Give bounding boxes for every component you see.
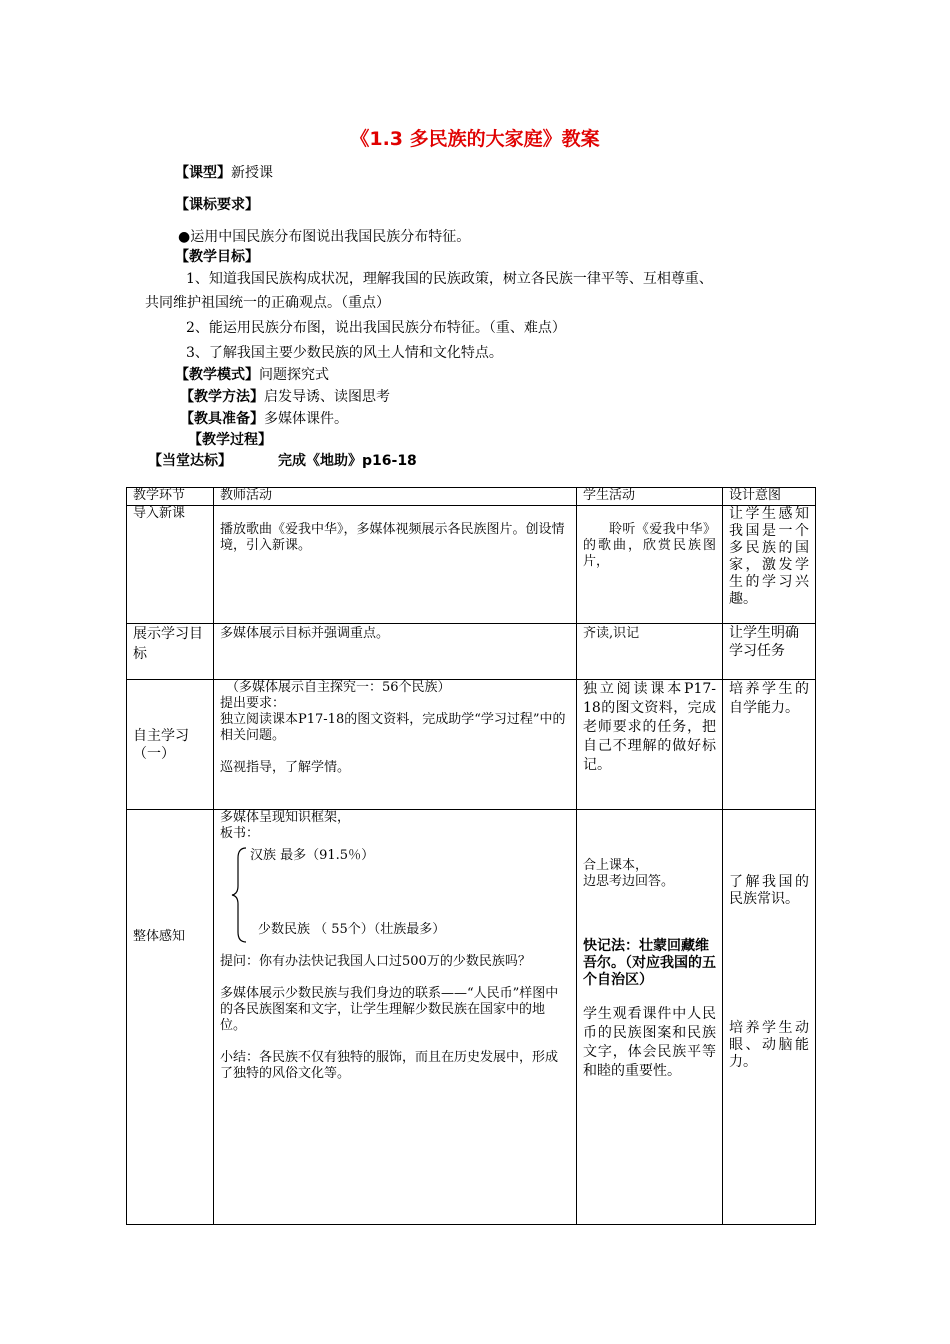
- student-line-4: 学生观看课件中人民币的民族图案和民族文字，体会民族平等和睦的重要性。: [583, 1006, 716, 1079]
- lesson-type-line: [175, 162, 273, 182]
- teacher-cell: 多媒体展示目标并强调重点。: [214, 624, 577, 680]
- lesson-type-value: 新授课: [231, 165, 273, 181]
- knowledge-framework: [220, 842, 570, 948]
- student-cell: [577, 506, 723, 624]
- teacher-cell: [214, 680, 577, 810]
- intent-cell: 让学生感知我国是一个多民族的国家，激发学生的学习兴趣。: [723, 506, 816, 624]
- mode-line: [175, 364, 329, 384]
- standard-item: ●运用中国民族分布图说出我国民族分布特征。: [178, 229, 471, 245]
- table-header-row: [127, 488, 816, 506]
- teacher-text: 播放歌曲《爱我中华》，多媒体视频展示各民族图片。创设情境，引入新课。: [220, 522, 565, 553]
- teacher-line-4: 多媒体展示少数民族与我们身边的联系——“人民币”样图中的各民族图案和文字，让学生理解少数民族在国家中的地位。: [220, 986, 559, 1033]
- mode-label: 【教学模式】: [175, 367, 259, 383]
- tools-line: [180, 408, 348, 428]
- process-table: [126, 487, 816, 1225]
- intent-cell: 让学生明确学习任务: [723, 624, 816, 680]
- page-title: 《1.3 多民族的大家庭》教案: [350, 128, 600, 150]
- goals-label: 【教学目标】: [175, 249, 259, 265]
- minority-ethnic-label: 少数民族 （ 55个）（壮族最多）: [258, 922, 446, 937]
- teacher-line-1: （多媒体展示自主探究一：56个民族）: [226, 680, 451, 695]
- stage-cell: 整体感知: [127, 810, 214, 1225]
- header-student: 学生活动: [577, 488, 723, 506]
- header-stage: 教学环节: [127, 488, 214, 506]
- goal-2: 2、能运用民族分布图，说出我国民族分布特征。（重、难点）: [186, 320, 566, 336]
- intent-line-1: 了解我国的民族常识。: [729, 874, 809, 907]
- stage-cell: 自主学习（一）: [127, 680, 214, 810]
- teacher-line-1: 多媒体呈现知识框架，: [220, 810, 351, 825]
- teacher-line-5: 小结：各民族不仅有独特的服饰，而且在历史发展中，形成了独特的风俗文化等。: [220, 1050, 559, 1081]
- teacher-line-2: 提出要求：: [220, 696, 286, 711]
- student-line-3: 快记法：壮蒙回藏维吾尔。（对应我国的五个自治区）: [583, 938, 716, 988]
- tools-label: 【教具准备】: [180, 411, 264, 427]
- student-text: 聆听《爱我中华》的歌曲，欣赏民族图片，: [583, 522, 716, 569]
- tools-value: 多媒体课件。: [264, 411, 348, 427]
- teacher-line-3: 独立阅读课本P17-18的图文资料，完成助学“学习过程”中的相关问题。: [220, 712, 566, 743]
- student-line-2: 边思考边回答。: [583, 874, 675, 889]
- check-line: [148, 450, 417, 470]
- student-cell: [577, 810, 723, 1225]
- student-line-1: 合上课本，: [583, 858, 649, 873]
- intent-line-2: 培养学生动眼、动脑能力。: [729, 1020, 809, 1070]
- goal-3: 3、了解我国主要少数民族的风土人情和文化特点。: [186, 345, 503, 361]
- table-row: [127, 624, 816, 680]
- teacher-line-2: 板书：: [220, 826, 260, 841]
- check-label: 【当堂达标】: [148, 453, 232, 469]
- teacher-cell: [214, 810, 577, 1225]
- header-intent: 设计意图: [723, 488, 816, 506]
- goal-1b: 共同维护祖国统一的正确观点。（重点）: [145, 295, 390, 311]
- method-value: 启发导诱、读图思考: [264, 389, 390, 405]
- mode-value: 问题探究式: [259, 367, 329, 383]
- lesson-type-label: 【课型】: [175, 165, 231, 181]
- header-teacher: 教师活动: [214, 488, 577, 506]
- teacher-cell: [214, 506, 577, 624]
- intent-cell: [723, 810, 816, 1225]
- intent-cell: 培养学生的自学能力。: [723, 680, 816, 810]
- brace-icon: [230, 842, 250, 948]
- goal-1a: 1、知道我国民族构成状况，理解我国的民族政策，树立各民族一律平等、互相尊重、: [186, 271, 713, 287]
- table-row: [127, 680, 816, 810]
- student-cell: 齐读,识记: [577, 624, 723, 680]
- method-line: [180, 386, 390, 406]
- table-row: [127, 506, 816, 624]
- method-label: 【教学方法】: [180, 389, 264, 405]
- teacher-line-3: 提问：你有办法快记我国人口过500万的少数民族吗？: [220, 954, 531, 969]
- table-row: [127, 810, 816, 1225]
- teacher-line-4: 巡视指导，了解学情。: [220, 760, 351, 775]
- check-value: 完成《地助》p16-18: [278, 453, 417, 469]
- han-ethnic-label: 汉族 最多（91.5％）: [250, 848, 375, 863]
- stage-cell: 导入新课: [127, 506, 214, 624]
- stage-cell: 展示学习目标: [127, 624, 214, 680]
- standard-label: 【课标要求】: [175, 197, 259, 213]
- process-label: 【教学过程】: [188, 432, 272, 448]
- student-cell: 独立阅读课本P17-18的图文资料，完成老师要求的任务，把自己不理解的做好标记。: [577, 680, 723, 810]
